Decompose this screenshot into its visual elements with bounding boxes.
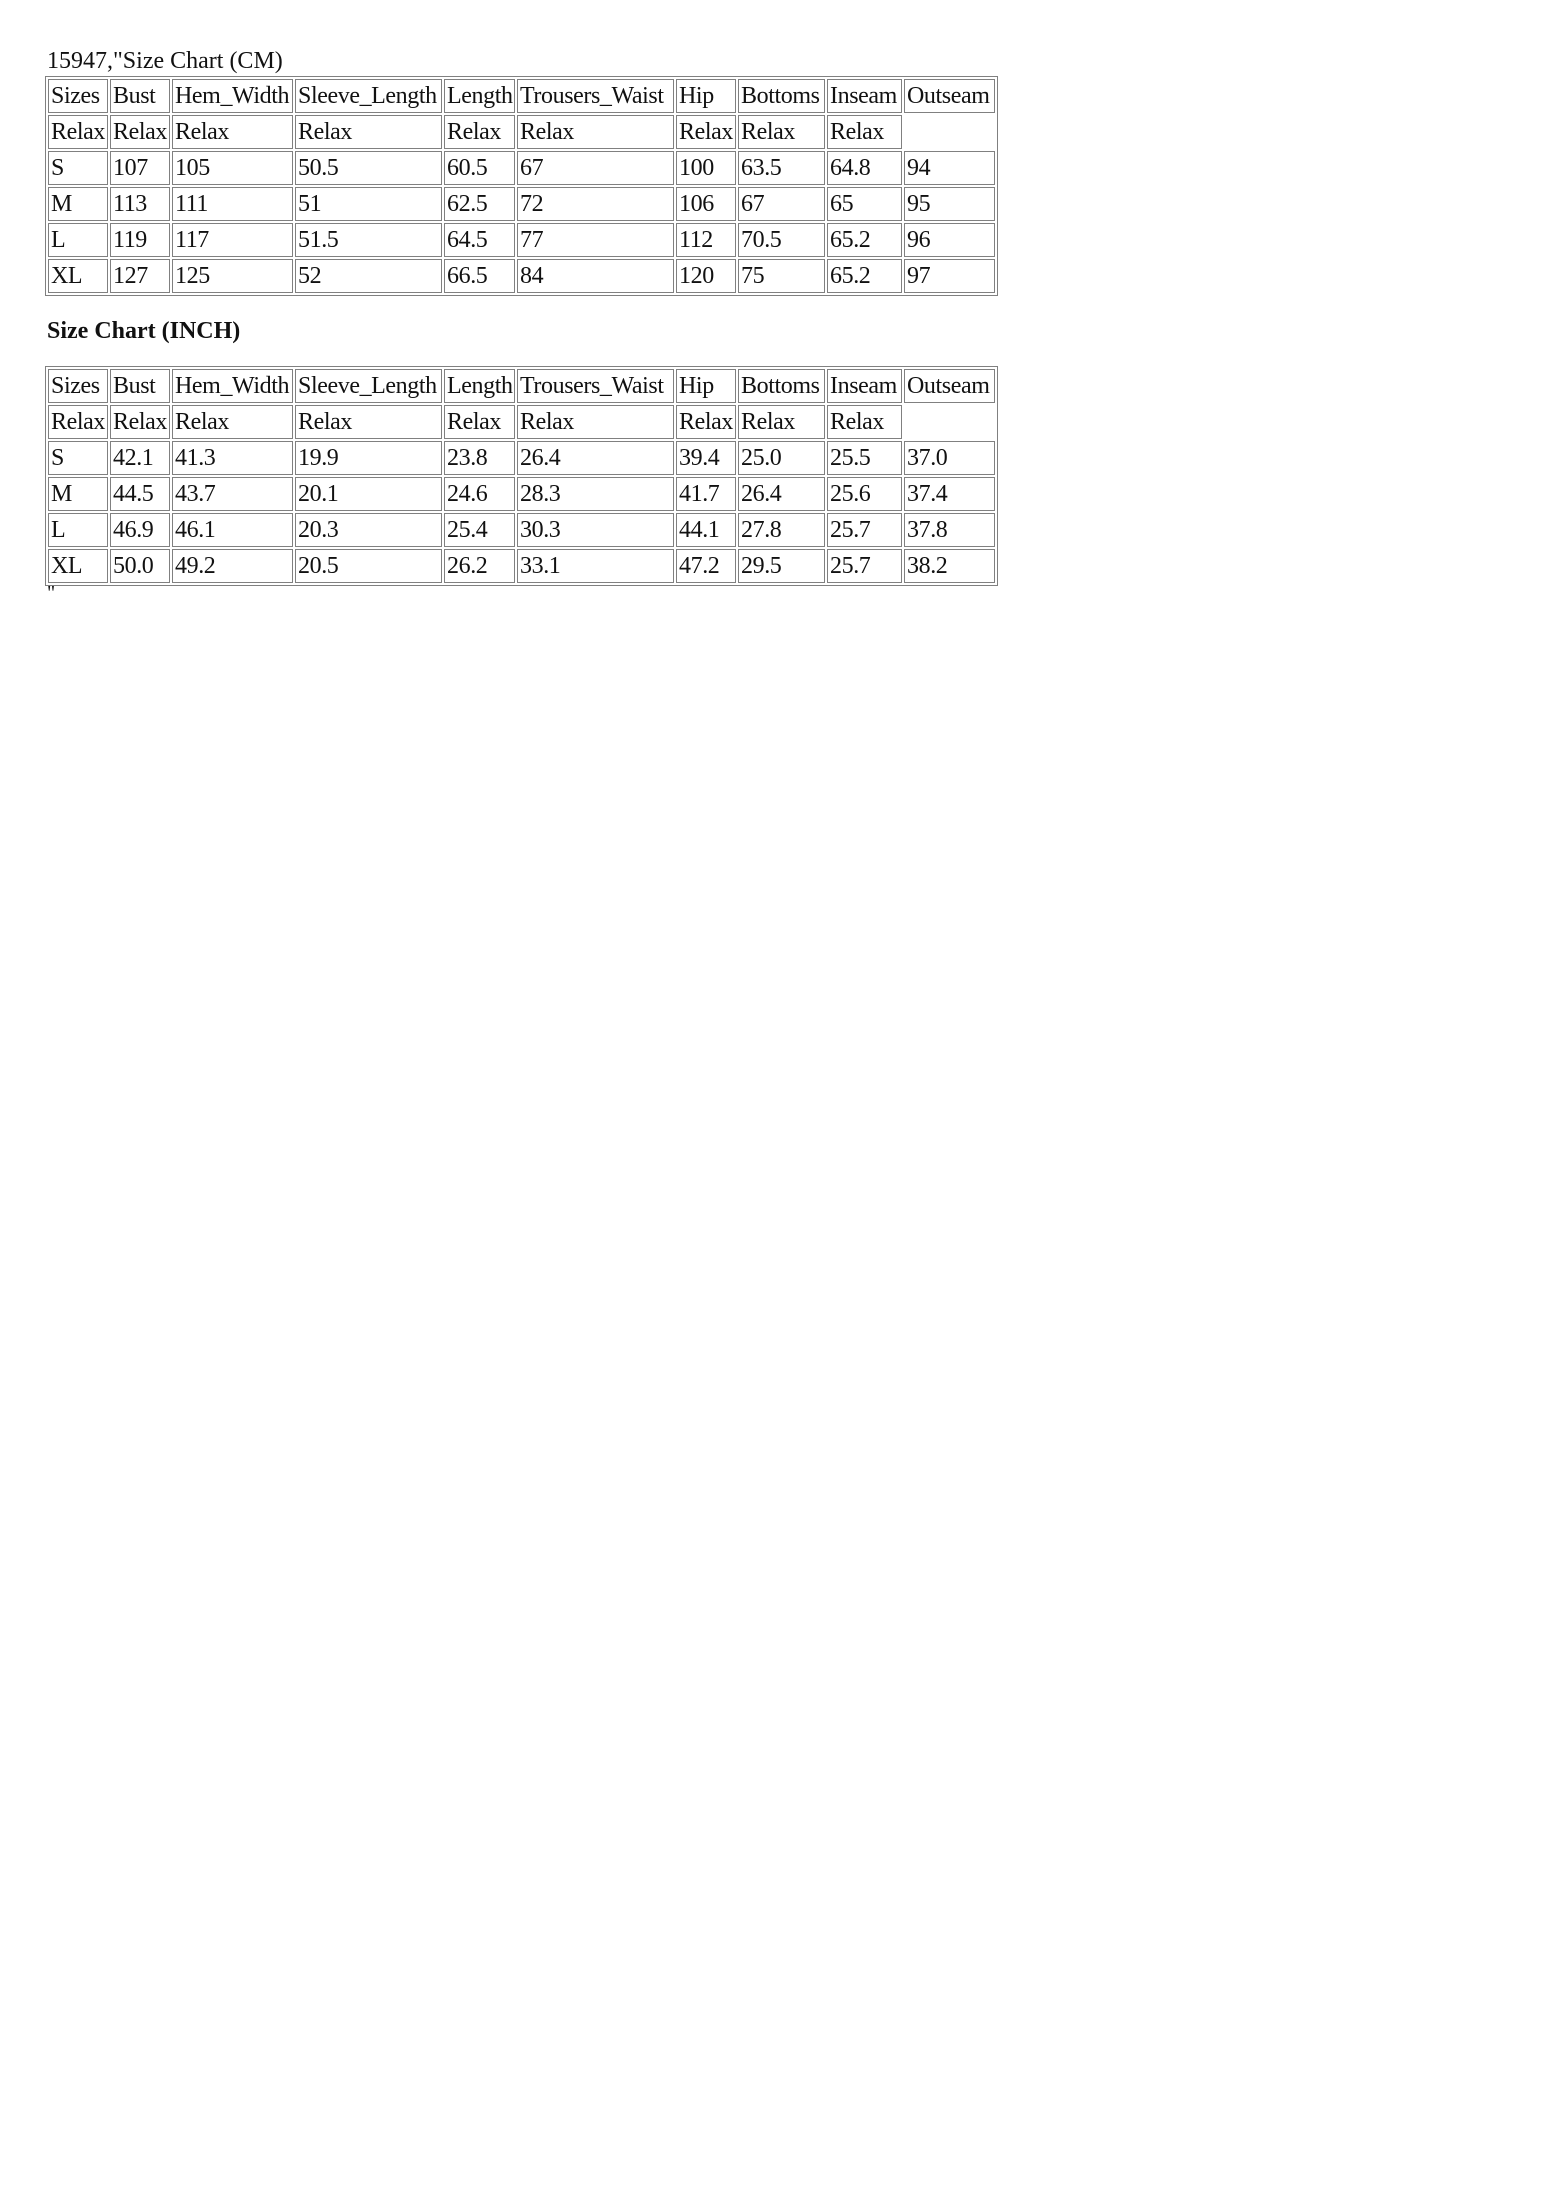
inch-size-row xyxy=(48,513,995,547)
cm-chart-heading: 15947,"Size Chart (CM) xyxy=(47,48,283,74)
cm-cell: 50.5 xyxy=(295,151,442,185)
cm-cell: 100 xyxy=(676,151,736,185)
inch-cell: 20.5 xyxy=(295,549,442,583)
inch-cell: Relax xyxy=(738,405,825,439)
cm-cell: 107 xyxy=(110,151,170,185)
inch-header-row xyxy=(48,369,995,403)
cm-cell: 84 xyxy=(517,259,674,293)
cm-cell: Relax xyxy=(172,115,293,149)
cm-size-row xyxy=(48,259,995,293)
inch-fit-row xyxy=(48,405,995,439)
cm-cell: 52 xyxy=(295,259,442,293)
cm-cell: Hip xyxy=(676,79,736,113)
inch-cell: Relax xyxy=(295,405,442,439)
inch-cell: Relax xyxy=(172,405,293,439)
cm-cell: Relax xyxy=(110,115,170,149)
inch-cell: Bottoms xyxy=(738,369,825,403)
inch-cell: 29.5 xyxy=(738,549,825,583)
inch-cell: Bust xyxy=(110,369,170,403)
cm-cell: 65.2 xyxy=(827,259,902,293)
inch-size-row xyxy=(48,477,995,511)
inch-cell: 41.7 xyxy=(676,477,736,511)
inch-cell: 25.6 xyxy=(827,477,902,511)
inch-cell: 26.4 xyxy=(517,441,674,475)
cm-cell: 64.8 xyxy=(827,151,902,185)
cm-cell: 51 xyxy=(295,187,442,221)
inch-cell: 24.6 xyxy=(444,477,515,511)
inch-cell: M xyxy=(48,477,108,511)
cm-cell: 72 xyxy=(517,187,674,221)
cm-cell: 119 xyxy=(110,223,170,257)
cm-cell: L xyxy=(48,223,108,257)
inch-cell: Hip xyxy=(676,369,736,403)
cm-cell: 106 xyxy=(676,187,736,221)
cm-cell: S xyxy=(48,151,108,185)
inch-cell: 44.1 xyxy=(676,513,736,547)
inch-cell: 47.2 xyxy=(676,549,736,583)
inch-cell: Inseam xyxy=(827,369,902,403)
inch-cell: 44.5 xyxy=(110,477,170,511)
inch-cell: Relax xyxy=(676,405,736,439)
inch-cell: 37.0 xyxy=(904,441,995,475)
inch-cell: 50.0 xyxy=(110,549,170,583)
inch-size-table xyxy=(45,366,998,586)
cm-cell: 70.5 xyxy=(738,223,825,257)
cm-cell: Sleeve_Length xyxy=(295,79,442,113)
cm-cell: 97 xyxy=(904,259,995,293)
cm-cell: 117 xyxy=(172,223,293,257)
inch-cell: 25.5 xyxy=(827,441,902,475)
cm-cell: M xyxy=(48,187,108,221)
cm-cell: Relax xyxy=(738,115,825,149)
cm-cell: Hem_Width xyxy=(172,79,293,113)
inch-cell: 46.1 xyxy=(172,513,293,547)
inch-chart-heading: Size Chart (INCH) xyxy=(47,318,241,344)
cm-cell: 120 xyxy=(676,259,736,293)
inch-cell: Relax xyxy=(444,405,515,439)
cm-cell: Inseam xyxy=(827,79,902,113)
cm-cell: 62.5 xyxy=(444,187,515,221)
cm-size-row xyxy=(48,223,995,257)
inch-cell: 49.2 xyxy=(172,549,293,583)
inch-cell: Relax xyxy=(827,405,902,439)
inch-cell: 38.2 xyxy=(904,549,995,583)
cm-header-row xyxy=(48,79,995,113)
cm-cell: 95 xyxy=(904,187,995,221)
cm-cell: 96 xyxy=(904,223,995,257)
inch-cell: 46.9 xyxy=(110,513,170,547)
cm-cell: 125 xyxy=(172,259,293,293)
cm-cell: 127 xyxy=(110,259,170,293)
inch-cell: 19.9 xyxy=(295,441,442,475)
cm-cell: 67 xyxy=(517,151,674,185)
inch-cell: XL xyxy=(48,549,108,583)
cm-cell: 105 xyxy=(172,151,293,185)
cm-size-row xyxy=(48,187,995,221)
inch-cell: 43.7 xyxy=(172,477,293,511)
inch-cell: Sizes xyxy=(48,369,108,403)
inch-cell: 37.8 xyxy=(904,513,995,547)
document-page xyxy=(47,46,998,604)
inch-cell: S xyxy=(48,441,108,475)
inch-cell: 23.8 xyxy=(444,441,515,475)
cm-cell: 66.5 xyxy=(444,259,515,293)
inch-cell: 42.1 xyxy=(110,441,170,475)
cm-cell: 111 xyxy=(172,187,293,221)
inch-cell: 26.2 xyxy=(444,549,515,583)
inch-cell: 27.8 xyxy=(738,513,825,547)
inch-cell: Outseam xyxy=(904,369,995,403)
inch-cell: Relax xyxy=(517,405,674,439)
inch-cell: Length xyxy=(444,369,515,403)
cm-cell: Relax xyxy=(517,115,674,149)
inch-cell: 20.3 xyxy=(295,513,442,547)
cm-cell: Relax xyxy=(676,115,736,149)
trailing-quote: " xyxy=(47,582,56,604)
inch-cell: 25.0 xyxy=(738,441,825,475)
inch-cell: Relax xyxy=(48,405,108,439)
cm-cell: 64.5 xyxy=(444,223,515,257)
inch-cell: 25.7 xyxy=(827,549,902,583)
cm-size-table xyxy=(45,76,998,296)
cm-cell: 75 xyxy=(738,259,825,293)
inch-cell: Sleeve_Length xyxy=(295,369,442,403)
cm-fit-row xyxy=(48,115,995,149)
cm-cell: 51.5 xyxy=(295,223,442,257)
cm-size-row xyxy=(48,151,995,185)
cm-cell: Bust xyxy=(110,79,170,113)
inch-cell: 39.4 xyxy=(676,441,736,475)
inch-cell: 30.3 xyxy=(517,513,674,547)
cm-cell: Sizes xyxy=(48,79,108,113)
inch-cell: Hem_Width xyxy=(172,369,293,403)
cm-cell: Relax xyxy=(295,115,442,149)
cm-cell: Trousers_Waist xyxy=(517,79,674,113)
cm-cell: 60.5 xyxy=(444,151,515,185)
inch-cell xyxy=(904,405,995,439)
cm-cell: Relax xyxy=(444,115,515,149)
inch-cell: 25.7 xyxy=(827,513,902,547)
cm-cell: Relax xyxy=(48,115,108,149)
inch-size-row xyxy=(48,441,995,475)
inch-cell: 37.4 xyxy=(904,477,995,511)
cm-cell: 112 xyxy=(676,223,736,257)
cm-cell xyxy=(904,115,995,149)
cm-cell: 65 xyxy=(827,187,902,221)
inch-cell: Relax xyxy=(110,405,170,439)
cm-cell: 77 xyxy=(517,223,674,257)
inch-cell: 25.4 xyxy=(444,513,515,547)
cm-cell: 67 xyxy=(738,187,825,221)
cm-cell: XL xyxy=(48,259,108,293)
inch-cell: L xyxy=(48,513,108,547)
cm-cell: 63.5 xyxy=(738,151,825,185)
cm-cell: Outseam xyxy=(904,79,995,113)
inch-cell: 26.4 xyxy=(738,477,825,511)
inch-size-row xyxy=(48,549,995,583)
cm-cell: Bottoms xyxy=(738,79,825,113)
inch-cell: 20.1 xyxy=(295,477,442,511)
cm-cell: Length xyxy=(444,79,515,113)
cm-cell: 113 xyxy=(110,187,170,221)
inch-cell: Trousers_Waist xyxy=(517,369,674,403)
inch-cell: 28.3 xyxy=(517,477,674,511)
inch-cell: 33.1 xyxy=(517,549,674,583)
inch-cell: 41.3 xyxy=(172,441,293,475)
cm-cell: Relax xyxy=(827,115,902,149)
cm-cell: 94 xyxy=(904,151,995,185)
cm-cell: 65.2 xyxy=(827,223,902,257)
